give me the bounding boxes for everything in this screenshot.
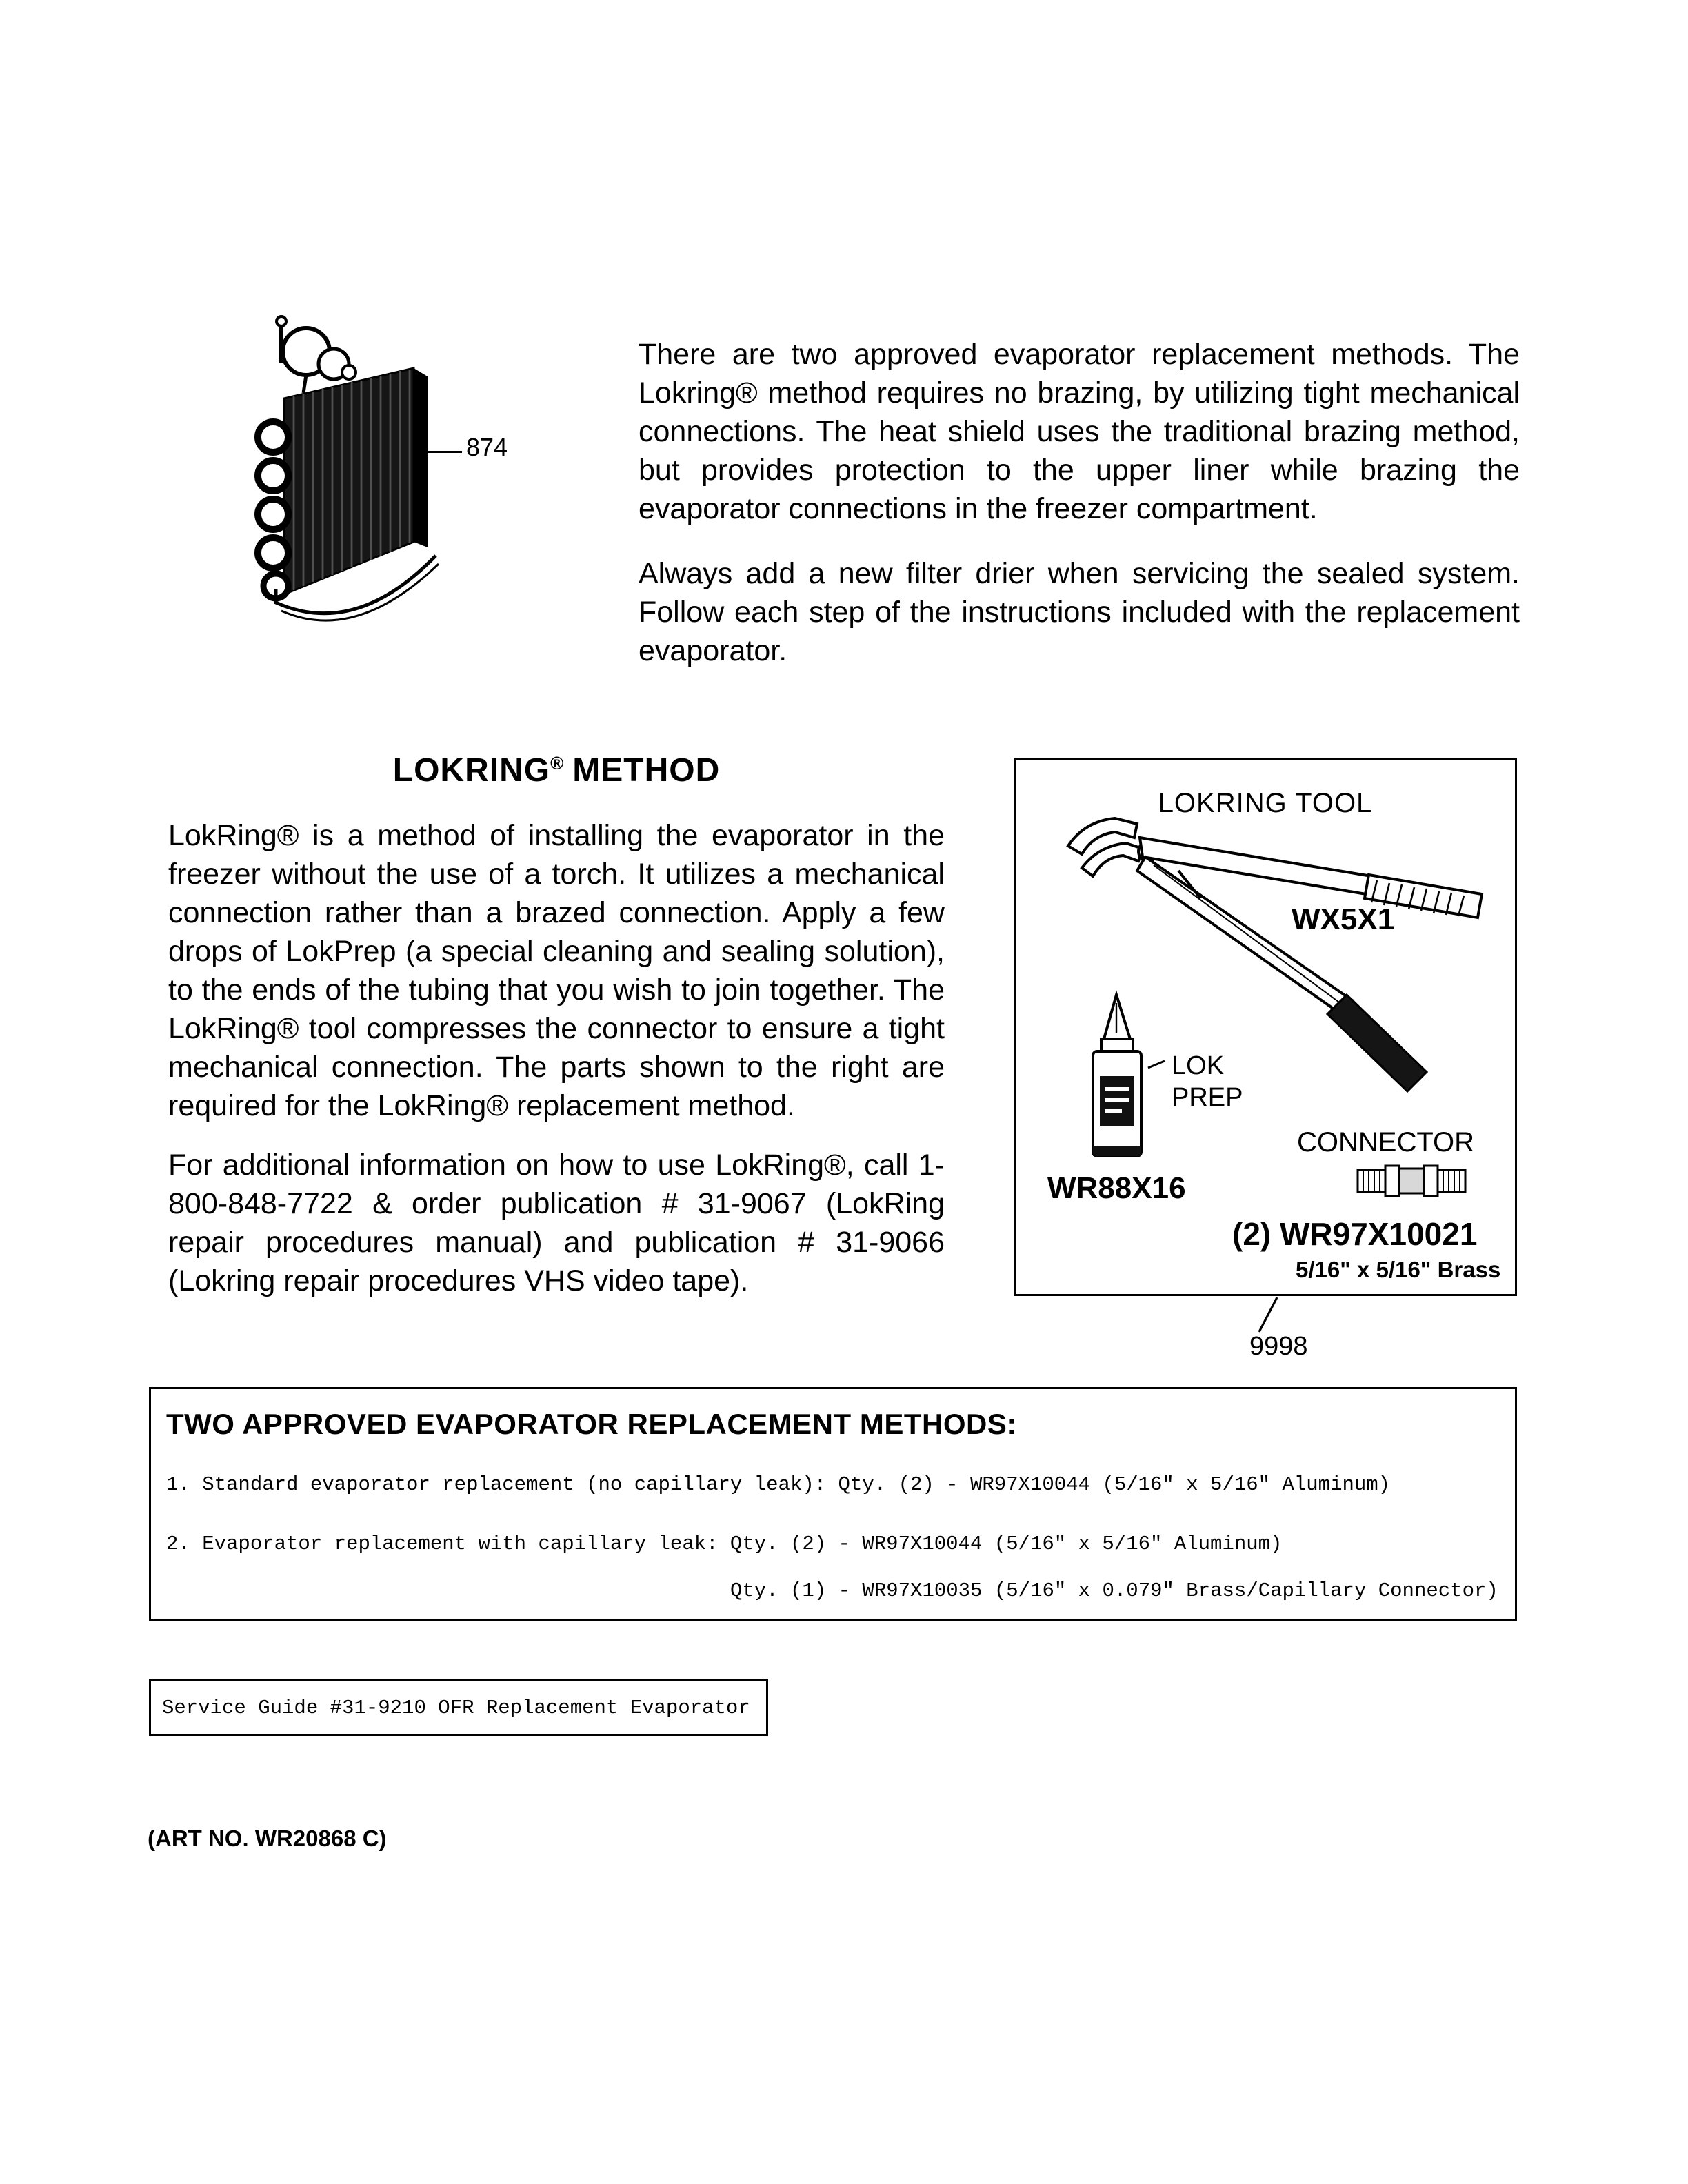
figure-callout-number: 9998 bbox=[1249, 1332, 1308, 1361]
evaporator-part-callout: 874 bbox=[466, 433, 508, 461]
connector-right-knurl bbox=[1438, 1170, 1465, 1192]
connector-illustration bbox=[1358, 1166, 1465, 1196]
prep-part-number: WR88X16 bbox=[1047, 1171, 1186, 1205]
connector-size-label: 5/16" x 5/16" Brass bbox=[1296, 1257, 1501, 1282]
lok-prep-label-line1: LOK bbox=[1172, 1051, 1225, 1080]
connector-left-knurl bbox=[1358, 1170, 1385, 1192]
tube-bend bbox=[258, 422, 288, 452]
lokring-tool-label: LOKRING TOOL bbox=[1158, 788, 1373, 818]
tube-bend bbox=[258, 461, 288, 491]
fin-block-side bbox=[414, 368, 428, 547]
lokring-method-section bbox=[168, 816, 945, 1300]
accumulator-stem bbox=[303, 375, 306, 393]
connector-band bbox=[1385, 1166, 1399, 1196]
evaporator-illustration bbox=[204, 310, 508, 641]
lokring-parts-figure-box bbox=[1014, 758, 1517, 1296]
lokprep-bottle-illustration bbox=[1093, 995, 1165, 1156]
lok-prep-label-line2: PREP bbox=[1172, 1083, 1243, 1112]
lokprep-leader-line bbox=[1148, 1061, 1165, 1068]
replacement-methods-box bbox=[149, 1387, 1517, 1621]
methods-box-title: TWO APPROVED EVAPORATOR REPLACEMENT METHODS: bbox=[166, 1408, 1017, 1440]
service-guide-box bbox=[149, 1679, 768, 1736]
registered-trademark-symbol: ® bbox=[550, 753, 565, 774]
figure-callout-line bbox=[1247, 1297, 1288, 1333]
tube-bend bbox=[258, 538, 288, 568]
connector-band bbox=[1424, 1166, 1438, 1196]
lokring-paragraph-2: For additional information on how to use LokRing®, call 1-800-848-7722 & order publication # 31-9067 (LokRing repair procedures manual) and publication # 31-9066 (Lokring repair procedures VHS video tape). bbox=[168, 1149, 945, 1297]
method-line-1: 1. Standard evaporator replacement (no capillary leak): Qty. (2) - WR97X10044 (5/16" x 5/16" Aluminum) bbox=[166, 1473, 1391, 1496]
tube-bend bbox=[258, 499, 288, 529]
lok-prep-label bbox=[1172, 1050, 1243, 1113]
bottle-label-text-line bbox=[1105, 1098, 1129, 1102]
service-guide-label: Service Guide #31-9210 OFR Replacement Evaporator bbox=[162, 1696, 750, 1719]
pipe-end bbox=[277, 316, 286, 326]
method-line-3: Qty. (1) - WR97X10035 (5/16" x 0.079" Brass/Capillary Connector) bbox=[730, 1579, 1498, 1602]
intro-paragraph-2: Always add a new filter drier when servicing the sealed system. Follow each step of the instructions included with the replacement evaporator. bbox=[639, 557, 1520, 667]
intro-paragraph-1: There are two approved evaporator replacement methods. The Lokring® method requires no brazing, by utilizing tight mechanical connections. The heat shield uses the traditional brazing method, but provides protection to the upper liner while brazing the evaporator connections in the freezer compartment. bbox=[639, 338, 1520, 525]
connector-label: CONNECTOR bbox=[1297, 1127, 1475, 1157]
heading-text-pre: LOKRING bbox=[392, 752, 551, 789]
bottle-label-text-line bbox=[1105, 1109, 1122, 1113]
lokring-method-heading bbox=[168, 751, 945, 789]
tool-lower-jaw bbox=[1082, 843, 1143, 876]
evaporator-callout-line bbox=[419, 451, 462, 453]
art-number: (ART NO. WR20868 C) bbox=[148, 1826, 387, 1851]
method-line-2: 2. Evaporator replacement with capillary leak: Qty. (2) - WR97X10044 (5/16" x 5/16" Aluminum) bbox=[166, 1533, 1283, 1555]
tool-part-number: WX5X1 bbox=[1292, 902, 1395, 936]
connector-center bbox=[1399, 1169, 1424, 1193]
lokring-paragraph-1: LokRing® is a method of installing the evaporator in the freezer without the use of a torch. It utilizes a mechanical connection rather than a brazed connection. Apply a few drops of LokPrep (a special cleaning and sealing solution), to the ends of the tubing that you wish to join together. The LokRing® tool compresses the connector to ensure a tight mechanical connection. The parts shown to the right are required for the LokRing® replacement method. bbox=[168, 819, 945, 1122]
bottle-label-text-line bbox=[1105, 1087, 1129, 1091]
heading-text-post: METHOD bbox=[572, 752, 721, 789]
lokring-parts-illustration bbox=[1016, 760, 1515, 1294]
bottle-collar bbox=[1101, 1039, 1133, 1051]
evaporator-figure bbox=[204, 310, 521, 648]
tube-end bbox=[342, 365, 356, 379]
tool-lower-grip bbox=[1327, 995, 1427, 1091]
intro-section bbox=[639, 335, 1520, 670]
bottle-base bbox=[1093, 1146, 1141, 1156]
connector-part-number: (2) WR97X10021 bbox=[1232, 1216, 1478, 1252]
